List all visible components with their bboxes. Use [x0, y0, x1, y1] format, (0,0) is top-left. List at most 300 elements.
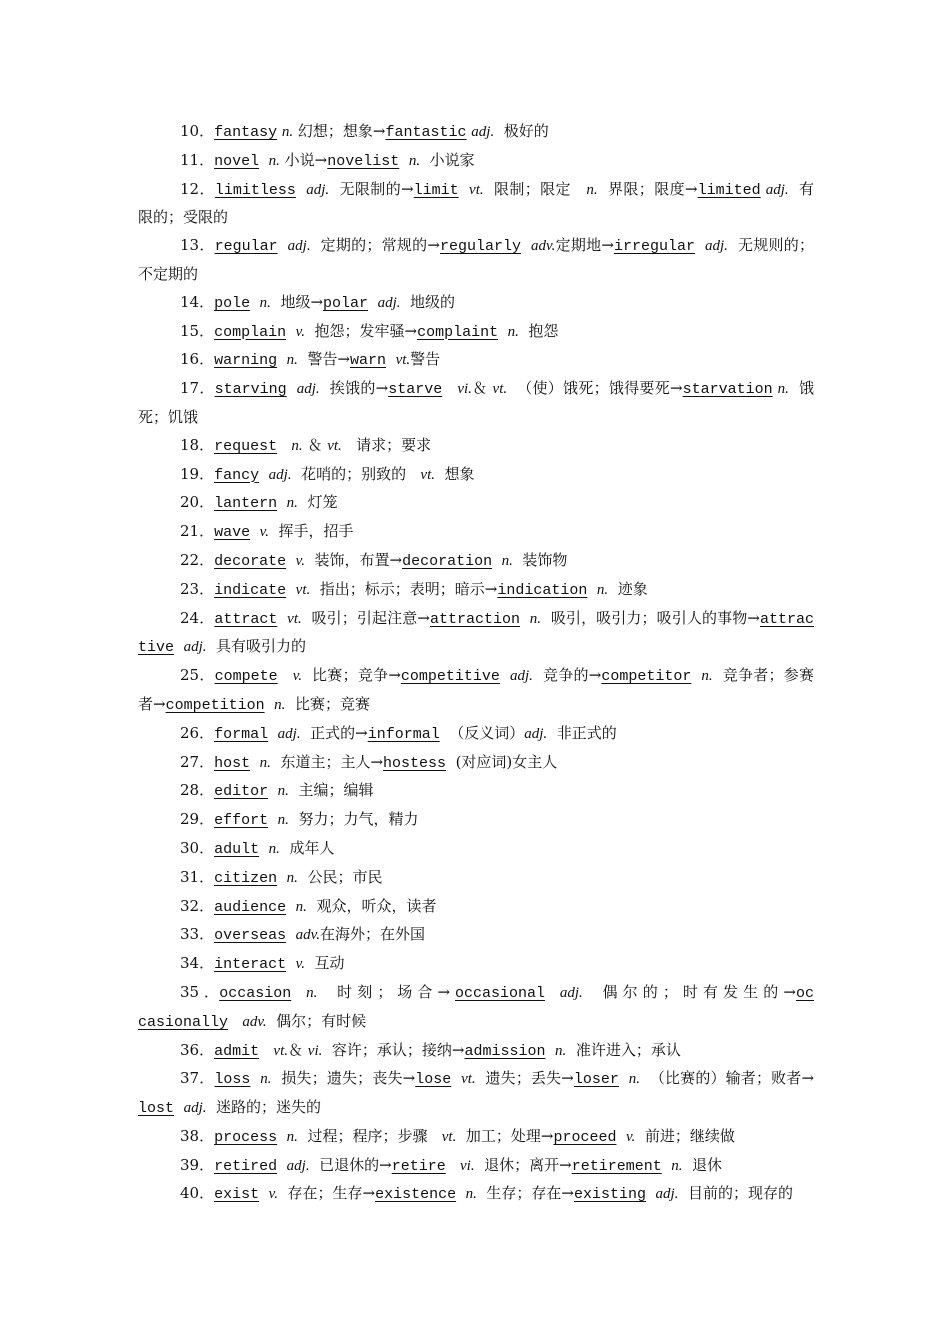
vocab-word: starve	[388, 381, 443, 399]
definition-text: ＆	[471, 379, 493, 398]
vocab-entry-23	[138, 576, 814, 605]
definition-text	[695, 236, 705, 254]
entry-number: 36．	[180, 1040, 215, 1059]
definition-text: 时 刻 ； 场 合 →	[317, 982, 455, 1001]
definition-text	[286, 580, 296, 598]
vocab-entry-24	[138, 605, 814, 663]
vocab-entry-39	[138, 1152, 814, 1181]
vocab-word: overseas	[214, 927, 287, 945]
part-of-speech: n.	[286, 1128, 298, 1145]
definition-text	[268, 781, 278, 799]
vocab-word: irregular	[613, 238, 695, 256]
definition-text: (对应词)女主人	[446, 752, 558, 771]
vocab-word: existing	[573, 1186, 646, 1204]
vocab-entry-33	[138, 921, 814, 950]
vocab-entry-34	[138, 950, 814, 979]
vocab-word: complain	[214, 323, 287, 341]
part-of-speech: n.	[555, 1042, 567, 1059]
part-of-speech: n.	[268, 840, 280, 857]
vocab-entry-17	[138, 375, 814, 432]
entry-number: 22．	[180, 550, 215, 569]
definition-text	[259, 465, 269, 483]
part-of-speech: n.	[465, 1186, 477, 1203]
definition-text: 界限；限度→	[597, 179, 698, 198]
definition-text	[259, 1041, 273, 1059]
definition-text	[616, 1127, 626, 1145]
vocab-word: pole	[214, 294, 251, 312]
part-of-speech: adj.	[268, 466, 292, 483]
vocab-entry-16	[138, 346, 814, 375]
definition-text: 准许进入；承认	[566, 1040, 681, 1059]
definition-text: 小说家	[420, 150, 475, 169]
vocab-entry-18	[138, 432, 814, 461]
entry-number: 28．	[180, 781, 215, 800]
vocab-word: loss	[214, 1071, 251, 1089]
part-of-speech: n.	[260, 1071, 272, 1088]
vocab-word: lost	[138, 1100, 175, 1118]
definition-text: 非正式的	[547, 723, 617, 742]
definition-text: 无规则的；不定期的	[138, 236, 814, 283]
definition-text: 遗失；丢失→	[475, 1069, 574, 1088]
part-of-speech: adj.	[655, 1186, 679, 1203]
part-of-speech: adj.	[705, 238, 728, 255]
vocab-entry-38	[138, 1123, 814, 1152]
definition-text	[386, 350, 396, 368]
definition-text: 努力；力气，精力	[288, 810, 419, 829]
definition-text: 竞争的→	[532, 666, 602, 685]
entry-number: 33．	[180, 925, 215, 944]
definition-text: 东道主；主人→	[270, 752, 384, 771]
vocab-entry-40	[138, 1180, 814, 1209]
vocab-word: novelist	[327, 152, 400, 170]
definition-text	[259, 1184, 269, 1202]
definition-text: 迷路的；迷失的	[206, 1098, 322, 1117]
definition-text: 互动	[304, 954, 345, 973]
definition-text	[259, 839, 269, 857]
definition-text: 退休；离开→	[474, 1155, 572, 1174]
vocab-entry-15	[138, 318, 814, 347]
definition-text: 限制；限定	[483, 179, 587, 198]
definition-text: 饿死；饥饿	[138, 379, 814, 426]
part-of-speech: adj.	[765, 181, 789, 198]
vocab-word: compete	[214, 668, 278, 686]
vocab-word: limitless	[214, 181, 296, 199]
part-of-speech: n.	[281, 124, 294, 140]
vocab-word: hostess	[383, 754, 447, 772]
vocab-word: proceed	[553, 1128, 617, 1146]
definition-text	[691, 666, 701, 684]
definition-text	[646, 1184, 656, 1202]
part-of-speech: n.	[777, 381, 789, 398]
entry-number: 23．	[180, 579, 215, 598]
vocab-word: attraction	[429, 610, 520, 628]
entry-number: 21．	[180, 522, 215, 541]
definition-text: 有限的；受限的	[138, 179, 815, 227]
vocab-entry-27	[138, 749, 814, 778]
vocab-word: regular	[214, 238, 278, 256]
definition-text: 吸引；引起注意→	[301, 608, 430, 627]
definition-text: 偶 尔 的 ； 时 有 发 生 的 →	[582, 982, 796, 1001]
definition-text: 竞争者；参赛者→	[138, 666, 814, 713]
vocab-word: exist	[214, 1186, 260, 1204]
definition-text	[662, 1156, 672, 1174]
definition-text	[286, 551, 296, 569]
definition-text: 加工；处理→	[456, 1126, 554, 1145]
part-of-speech: adv.	[295, 927, 320, 944]
definition-text	[446, 1156, 460, 1174]
definition-text	[277, 493, 287, 511]
definition-text	[291, 983, 306, 1001]
vocab-word: request	[214, 437, 278, 455]
part-of-speech: n.	[529, 610, 542, 627]
part-of-speech: v.	[259, 524, 269, 541]
entry-number: 14．	[180, 292, 215, 311]
part-of-speech: n.	[295, 898, 307, 915]
definition-text: 吸引，吸引力；吸引人的事物→	[541, 608, 760, 627]
definition-text: 无限制的→	[329, 179, 414, 198]
part-of-speech: n.	[671, 1157, 683, 1174]
part-of-speech: adj.	[296, 381, 320, 398]
definition-text: ＆	[288, 1040, 308, 1059]
vocab-word: limit	[413, 181, 459, 199]
definition-text: 抱怨；发牢骚→	[304, 321, 418, 340]
part-of-speech: n.	[259, 294, 271, 311]
definition-text	[174, 1098, 184, 1116]
part-of-speech: n.	[628, 1071, 641, 1088]
vocab-word: audience	[214, 898, 287, 916]
vocab-word: warning	[214, 352, 278, 370]
vocab-word: admission	[464, 1042, 546, 1060]
part-of-speech: adv.	[242, 1013, 267, 1030]
part-of-speech: vi.	[460, 1157, 475, 1174]
definition-text	[456, 1184, 466, 1202]
definition-text: 装饰物	[512, 550, 568, 569]
part-of-speech: vt.	[469, 181, 484, 198]
part-of-speech: adj.	[377, 294, 401, 311]
part-of-speech: n.	[286, 495, 298, 512]
part-of-speech: vt.	[461, 1071, 476, 1088]
vocab-entry-11	[138, 147, 814, 176]
definition-text	[278, 666, 293, 684]
vocab-entry-25	[138, 662, 814, 720]
vocab-word: effort	[214, 812, 269, 830]
vocab-word: process	[214, 1128, 278, 1146]
part-of-speech: v.	[626, 1128, 636, 1145]
definition-text: 极好的	[494, 122, 549, 140]
entry-number: 30．	[180, 838, 215, 857]
part-of-speech: vt.	[395, 352, 411, 369]
part-of-speech: v.	[295, 323, 305, 340]
definition-text: 已退休的→	[309, 1155, 392, 1174]
vocab-word: existence	[375, 1186, 457, 1204]
definition-text	[587, 580, 597, 598]
vocab-word: polar	[323, 294, 369, 312]
vocab-word: interact	[214, 956, 287, 974]
vocab-entry-31	[138, 864, 814, 893]
part-of-speech: n.	[268, 152, 280, 169]
vocab-entry-12	[138, 176, 814, 233]
entry-number: 34．	[180, 954, 215, 973]
definition-text	[268, 724, 278, 742]
definition-text: 偶尔；有时候	[266, 1011, 367, 1030]
part-of-speech: adj.	[471, 124, 495, 140]
vocab-word: attractive	[138, 610, 815, 657]
vocab-word: limited	[697, 181, 761, 199]
part-of-speech: vt.	[287, 610, 302, 627]
definition-text: 小说→	[279, 150, 328, 169]
definition-text	[521, 236, 531, 254]
part-of-speech: adj.	[559, 984, 583, 1001]
definition-text: 定期的；常规的→	[310, 236, 440, 255]
vocab-word: retired	[214, 1157, 278, 1175]
entry-number: 37．	[180, 1069, 215, 1088]
definition-text	[442, 379, 457, 397]
vocab-word: wave	[214, 524, 251, 542]
part-of-speech: v.	[292, 668, 302, 685]
definition-text	[520, 609, 530, 627]
entry-number: 39．	[180, 1155, 215, 1174]
vocab-entry-14	[138, 289, 814, 318]
vocab-word: fancy	[214, 466, 260, 484]
part-of-speech: n.	[306, 984, 318, 1001]
entry-number: 17．	[180, 379, 215, 398]
vocab-word: occasional	[455, 984, 546, 1002]
vocab-entry-28	[138, 777, 814, 806]
vocab-word: decorate	[214, 552, 287, 570]
vocab-word: adult	[214, 840, 260, 858]
definition-text	[250, 753, 260, 771]
definition-text	[498, 322, 508, 340]
definition-text: 过程；程序；步骤	[297, 1126, 442, 1145]
definition-text: （使）饿死；饿得要死→	[507, 379, 683, 398]
definition-text: 地级→	[270, 292, 324, 311]
vocab-word: attract	[214, 610, 278, 628]
vocab-word: competitive	[400, 668, 500, 686]
definition-text: 挨饿的→	[319, 379, 389, 398]
definition-text	[368, 293, 378, 311]
definition-text: （比赛的）输者；败者→	[640, 1069, 815, 1088]
part-of-speech: vt.	[295, 581, 311, 598]
definition-text: ＆	[302, 435, 328, 454]
part-of-speech: vt.	[273, 1042, 288, 1059]
part-of-speech: n.	[507, 323, 519, 340]
vocab-entry-10	[138, 118, 814, 147]
entry-number: 12．	[180, 179, 215, 198]
vocab-word: warn	[350, 352, 387, 370]
definition-text	[228, 1012, 242, 1030]
part-of-speech: n.	[701, 668, 713, 685]
definition-text	[277, 1156, 287, 1174]
definition-text: 容许；承认；接纳→	[322, 1040, 465, 1059]
vocab-word: fantastic	[385, 124, 467, 141]
vocab-word: citizen	[214, 869, 278, 887]
vocab-entry-29	[138, 806, 814, 835]
part-of-speech: adj.	[277, 725, 301, 742]
part-of-speech: adj.	[286, 1157, 310, 1174]
definition-text	[296, 180, 306, 198]
vocab-entry-19	[138, 461, 814, 490]
vocab-word: competition	[165, 696, 265, 714]
definition-text	[545, 983, 560, 1001]
entry-number: 20．	[180, 493, 215, 512]
vocabulary-list	[138, 118, 814, 1209]
vocab-word: indicate	[214, 581, 287, 599]
entry-number: 29．	[180, 810, 215, 829]
vocab-word: fantasy	[214, 124, 278, 141]
vocab-word: retirement	[571, 1157, 662, 1175]
part-of-speech: vt.	[492, 381, 508, 398]
vocab-word: competitor	[601, 668, 692, 686]
entry-number: 15．	[180, 321, 215, 340]
vocab-word: complaint	[417, 323, 499, 341]
part-of-speech: n.	[274, 696, 286, 713]
definition-text	[277, 1127, 287, 1145]
entry-number: 10．	[180, 122, 215, 140]
part-of-speech: n.	[277, 812, 289, 829]
part-of-speech: adj.	[510, 668, 533, 685]
entry-number: 31．	[180, 867, 215, 886]
vocab-entry-20	[138, 489, 814, 518]
definition-text	[277, 868, 287, 886]
entry-number: 18．	[180, 435, 215, 454]
definition-text: 成年人	[279, 838, 335, 857]
definition-text: 存在；生存→	[277, 1184, 376, 1203]
part-of-speech: n.	[408, 152, 421, 169]
entry-number: 35 ．	[180, 982, 220, 1001]
vocab-word: lose	[415, 1071, 452, 1089]
definition-text	[286, 322, 296, 340]
entry-number: 26．	[180, 723, 215, 742]
definition-text: 在海外；在外国	[319, 925, 425, 944]
definition-text	[451, 1069, 461, 1087]
vocab-word: novel	[214, 152, 260, 170]
part-of-speech: n.	[286, 352, 298, 369]
part-of-speech: n.	[286, 869, 298, 886]
part-of-speech: vt.	[327, 437, 342, 454]
definition-text: 损失；遗失；丧失→	[271, 1069, 416, 1088]
part-of-speech: vi.	[307, 1042, 323, 1059]
definition-text: 退休	[682, 1155, 723, 1174]
vocab-word: occasionally	[138, 984, 814, 1031]
definition-text: 比赛；竞赛	[285, 694, 370, 713]
vocab-entry-32	[138, 893, 814, 922]
definition-text	[250, 522, 260, 540]
part-of-speech: n.	[501, 552, 513, 569]
vocab-entry-36	[138, 1037, 814, 1066]
vocab-entry-22	[138, 547, 814, 576]
definition-text: 生存；存在→	[476, 1184, 574, 1203]
vocab-entry-21	[138, 518, 814, 547]
definition-text: 正式的→	[300, 723, 368, 742]
part-of-speech: v.	[268, 1186, 278, 1203]
part-of-speech: adj.	[183, 639, 207, 656]
definition-text	[286, 925, 296, 943]
definition-text	[278, 236, 288, 254]
definition-text: 地级的	[400, 292, 456, 311]
vocab-entry-30	[138, 835, 814, 864]
vocab-word: indication	[497, 581, 588, 599]
definition-text: 目前的；现存的	[678, 1184, 794, 1203]
definition-text	[399, 151, 409, 169]
entry-number: 19．	[180, 464, 215, 483]
part-of-speech: n.	[586, 181, 598, 198]
entry-number: 24．	[180, 608, 215, 627]
vocab-word: regularly	[439, 238, 521, 256]
definition-text: 想象	[435, 464, 475, 483]
definition-text	[277, 350, 287, 368]
vocab-word: starvation	[682, 381, 773, 399]
vocab-word: starving	[214, 381, 287, 399]
vocab-word: lantern	[214, 495, 278, 513]
part-of-speech: n.	[259, 754, 271, 771]
vocab-word: formal	[214, 725, 269, 743]
part-of-speech: v.	[295, 956, 305, 973]
definition-text	[174, 637, 184, 655]
entry-number: 16．	[180, 350, 215, 369]
definition-text	[250, 1069, 260, 1087]
part-of-speech: vi.	[457, 381, 472, 398]
part-of-speech: vt.	[441, 1128, 457, 1145]
definition-text	[268, 810, 278, 828]
definition-text: 主编；编辑	[288, 781, 374, 800]
part-of-speech: adj.	[306, 181, 330, 198]
vocab-word: occasion	[219, 984, 292, 1002]
vocab-word: loser	[573, 1071, 619, 1089]
definition-text	[277, 436, 291, 454]
definition-text: 定期地→	[555, 236, 614, 255]
definition-text: 具有吸引力的	[206, 637, 307, 656]
entry-number: 40．	[180, 1184, 215, 1203]
definition-text	[250, 293, 260, 311]
definition-text: 比赛；竞争→	[302, 666, 401, 685]
definition-text	[287, 379, 297, 397]
definition-text	[500, 666, 510, 684]
vocab-word: retire	[391, 1157, 446, 1175]
part-of-speech: adj.	[183, 1100, 207, 1117]
definition-text	[265, 695, 275, 713]
vocab-word: editor	[214, 783, 269, 801]
definition-text: 花哨的；别致的	[291, 464, 421, 483]
definition-text	[259, 151, 269, 169]
vocab-entry-35	[138, 979, 814, 1037]
definition-text: 请求；要求	[341, 435, 432, 454]
part-of-speech: vt.	[420, 466, 435, 483]
vocab-entry-37	[138, 1065, 814, 1123]
definition-text: 前进；继续做	[635, 1126, 735, 1145]
entry-number: 25．	[180, 666, 215, 685]
entry-number: 13．	[180, 236, 215, 255]
definition-text	[286, 897, 296, 915]
definition-text: 指出；标示；表明；暗示→	[310, 579, 498, 598]
vocab-entry-13	[138, 232, 814, 289]
definition-text: 装饰，布置→	[304, 550, 403, 569]
part-of-speech: adv.	[531, 238, 556, 255]
entry-number: 38．	[180, 1126, 215, 1145]
entry-number: 11．	[180, 150, 215, 169]
definition-text: 公民；市民	[297, 867, 383, 886]
definition-text	[545, 1041, 555, 1059]
definition-text: 挥手，招手	[268, 522, 354, 541]
definition-text: 警告	[410, 350, 441, 369]
part-of-speech: n.	[596, 581, 609, 598]
part-of-speech: adj.	[524, 725, 548, 742]
part-of-speech: v.	[295, 552, 305, 569]
entry-number: 32．	[180, 896, 215, 915]
definition-text: （反义词）	[439, 723, 525, 742]
definition-text: 抱怨	[518, 321, 559, 340]
entry-number: 27．	[180, 752, 215, 771]
definition-text	[619, 1069, 629, 1087]
